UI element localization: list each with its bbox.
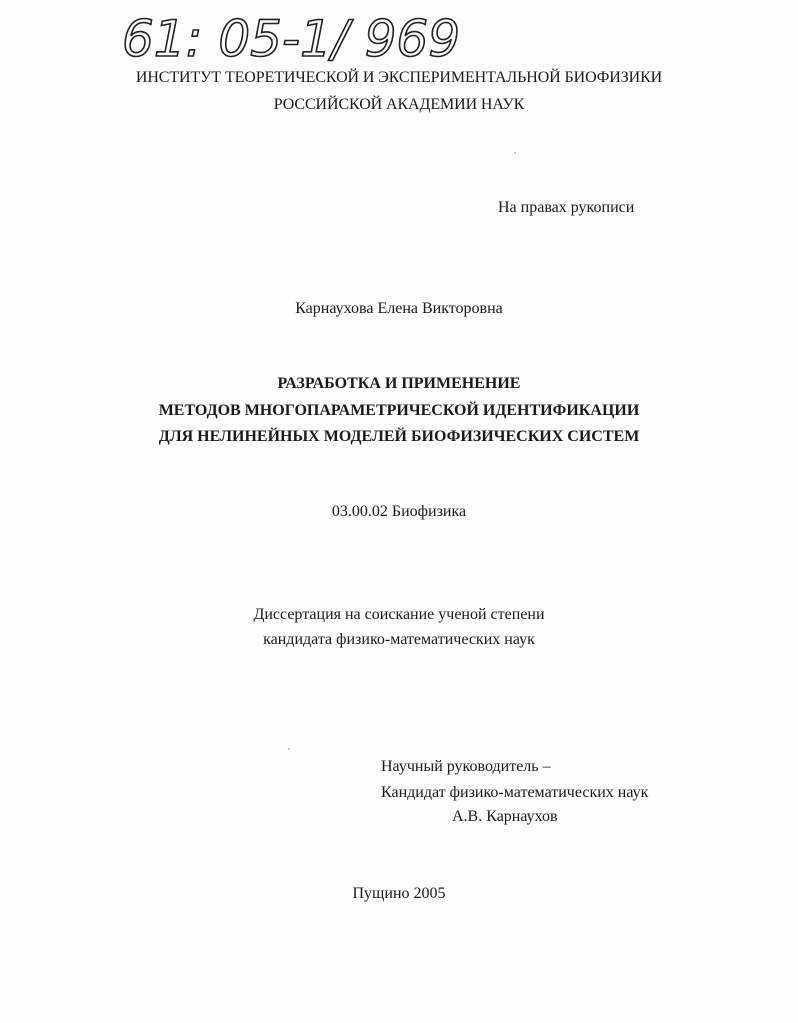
supervisor-degree: Кандидат физико-математических наук (381, 784, 649, 801)
supervisor-name: А.В. Карнаухов (452, 808, 558, 825)
dissertation-title-line1: РАЗРАБОТКА И ПРИМЕНЕНИЕ (277, 375, 521, 392)
scan-speck (514, 152, 516, 154)
author-name: Карнаухова Елена Викторовна (295, 300, 503, 317)
specialty-code: 03.00.02 Биофизика (331, 503, 467, 520)
institute-name-line2: РОССИЙСКОЙ АКАДЕМИИ НАУК (273, 96, 525, 113)
place-and-year: Пущино 2005 (352, 885, 446, 902)
manuscript-rights-note: На правах рукописи (498, 199, 635, 216)
degree-line2: кандидата физико-математических наук (263, 631, 535, 648)
institute-name-line1: ИНСТИТУТ ТЕОРЕТИЧЕСКОЙ И ЭКСПЕРИМЕНТАЛЬНОЙ БИОФИЗИКИ (135, 69, 663, 86)
handwritten-archive-number-text: 61: 05-1/ 969 (122, 10, 458, 68)
handwritten-archive-number (118, 4, 458, 68)
supervisor-role: Научный руководитель – (381, 758, 551, 775)
dissertation-title-line2: МЕТОДОВ МНОГОПАРАМЕТРИЧЕСКОЙ ИДЕНТИФИКАЦИИ (158, 402, 640, 419)
scan-speck (288, 748, 290, 750)
handwritten-archive-number-drawing (118, 4, 458, 68)
degree-line1: Диссертация на соискание ученой степени (253, 606, 545, 623)
dissertation-title-line3: ДЛЯ НЕЛИНЕЙНЫХ МОДЕЛЕЙ БИОФИЗИЧЕСКИХ СИСТЕМ (158, 428, 640, 445)
